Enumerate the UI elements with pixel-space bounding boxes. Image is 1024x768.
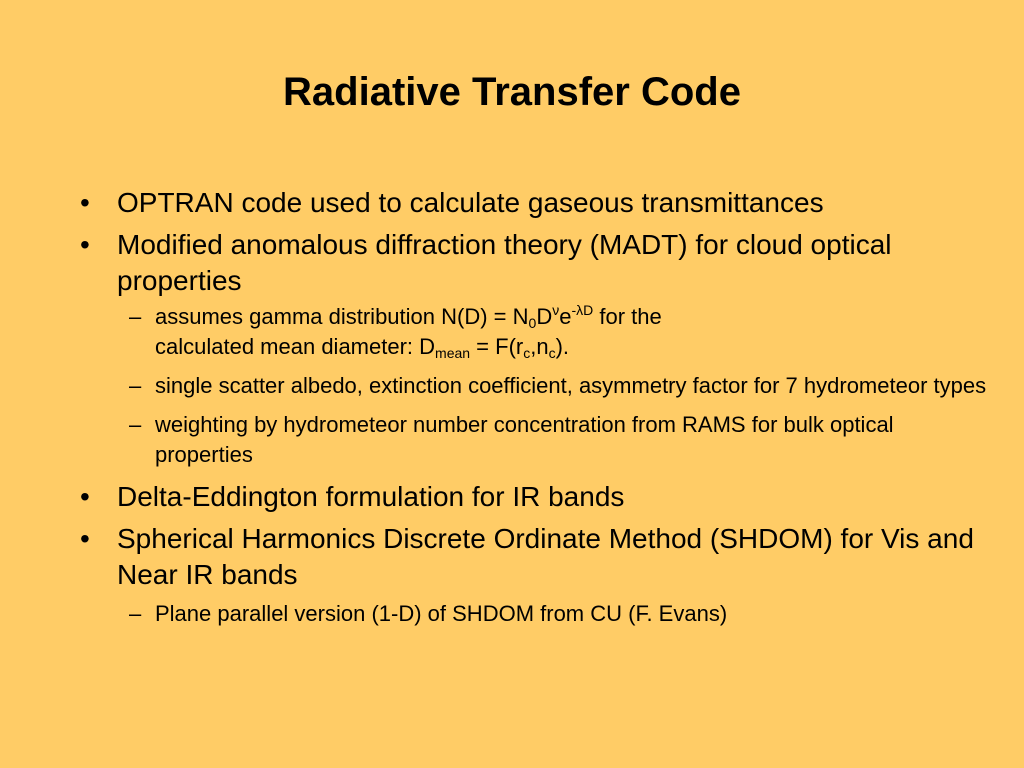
bullet-text: OPTRAN code used to calculate gaseous transmittances bbox=[117, 187, 824, 218]
bullet-marker: • bbox=[80, 229, 90, 260]
subscript-c: c bbox=[523, 345, 531, 361]
dash-marker: – bbox=[129, 373, 142, 398]
subbullet-text: single scatter albedo, extinction coefficient, asymmetry factor for 7 hydrometeor types bbox=[155, 373, 987, 398]
subbullet-gamma-distribution bbox=[0, 302, 995, 362]
superscript-exponent: -λD bbox=[571, 302, 594, 318]
slide-title: Radiative Transfer Code bbox=[283, 70, 741, 114]
subbullet-weighting bbox=[0, 410, 995, 470]
dash-marker: – bbox=[129, 304, 142, 329]
dash-marker: – bbox=[129, 601, 142, 626]
subbullet-text: weighting by hydrometeor number concentration from RAMS for bulk optical properties bbox=[155, 412, 894, 467]
subscript-c: c bbox=[548, 345, 556, 361]
subscript-0: 0 bbox=[528, 315, 537, 331]
bullet-marker: • bbox=[80, 523, 90, 554]
gamma-d: D bbox=[536, 304, 553, 329]
bullet-text: Delta-Eddington formulation for IR bands bbox=[117, 481, 625, 512]
gamma-line2-pre: calculated mean diameter: D bbox=[155, 334, 436, 359]
gamma-line1-end: for the bbox=[593, 304, 662, 329]
gamma-comma-n: ,n bbox=[530, 334, 549, 359]
bullet-text: Spherical Harmonics Discrete Ordinate Method (SHDOM) for Vis and Near IR bands bbox=[117, 523, 974, 590]
gamma-eq: = F(r bbox=[470, 334, 524, 359]
bullet-optran bbox=[0, 185, 997, 221]
superscript-nu: ν bbox=[552, 302, 560, 318]
dash-marker: – bbox=[129, 412, 142, 437]
bullet-marker: • bbox=[80, 187, 90, 218]
bullet-madt bbox=[0, 227, 997, 299]
subscript-mean: mean bbox=[435, 345, 471, 361]
bullet-marker: • bbox=[80, 481, 90, 512]
bullet-text: Modified anomalous diffraction theory (MADT) for cloud optical properties bbox=[117, 229, 892, 296]
subbullet-text: Plane parallel version (1-D) of SHDOM from CU (F. Evans) bbox=[155, 601, 728, 626]
bullet-delta-eddington bbox=[0, 479, 997, 515]
gamma-end: ). bbox=[555, 334, 570, 359]
slide-body bbox=[0, 185, 1024, 638]
gamma-e: e bbox=[559, 304, 572, 329]
subbullet-plane-parallel bbox=[0, 599, 995, 629]
gamma-text-pre: assumes gamma distribution N(D) = N bbox=[155, 304, 529, 329]
bullet-shdom bbox=[0, 521, 997, 593]
subbullet-albedo bbox=[0, 371, 995, 401]
